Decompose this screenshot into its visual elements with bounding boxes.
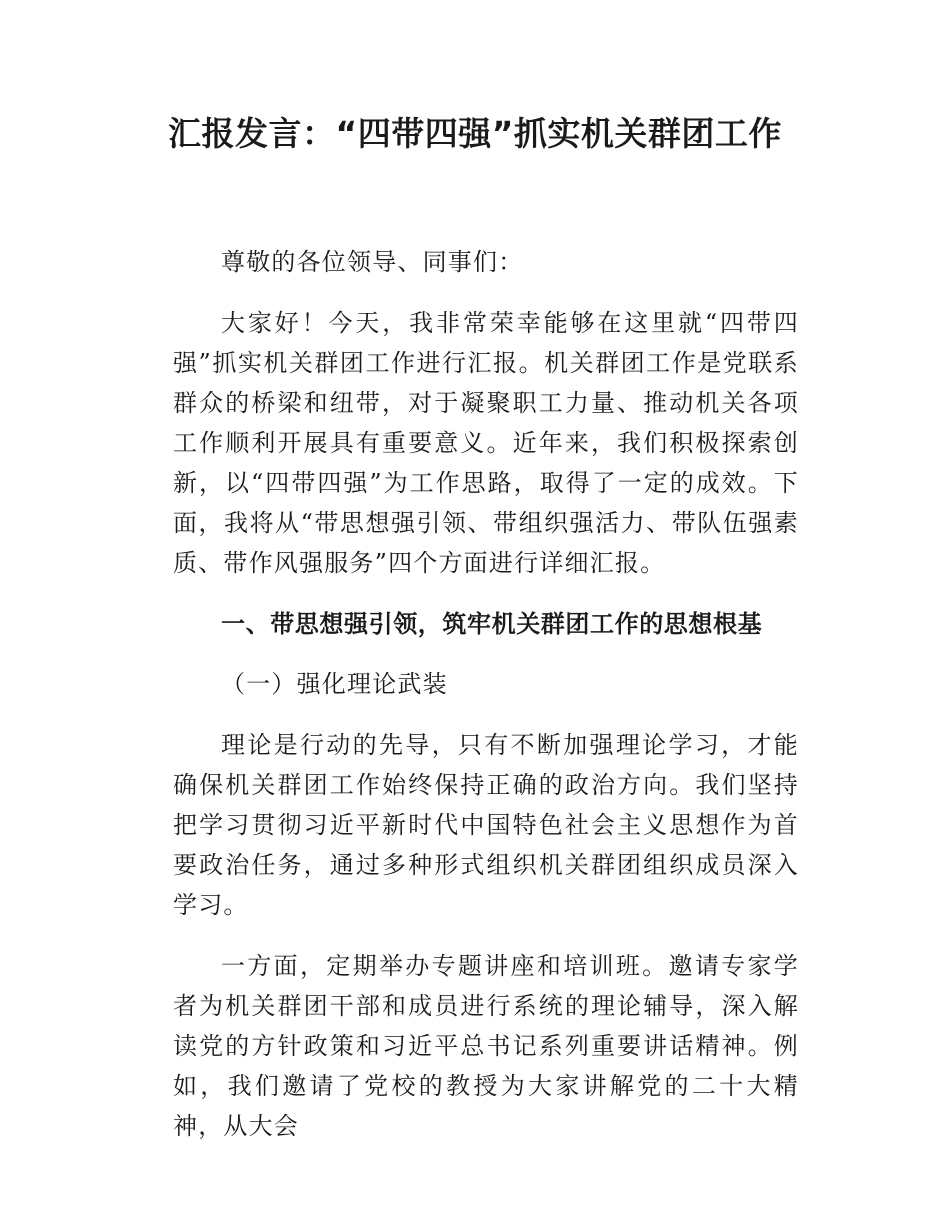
body-paragraph: 一方面，定期举办专题讲座和培训班。邀请专家学者为机关群团干部和成员进行系统的理论辅导，深入解读党的方针政策和习近平总书记系列重要讲话精神。例如，我们邀请了党校的教授为大家讲解党的二十大精神，从大会 [173,952,799,1140]
subsection-heading: （一）强化理论武装 [221,670,448,698]
document-body [173,242,799,1167]
body-paragraph: 理论是行动的先导，只有不断加强理论学习，才能确保机关群团工作始终保持正确的政治方向。我们坚持把学习贯彻习近平新时代中国特色社会主义思想作为首要政治任务，通过多种形式组织机关群团组织成员深入学习。 [173,731,799,919]
salutation: 尊敬的各位领导、同事们： [221,248,524,276]
section-heading: 一、带思想强引领，筑牢机关群团工作的思想根基 [221,610,763,638]
document-title: 汇报发言：“四带四强”抓实机关群团工作 [168,114,782,153]
intro-paragraph: 大家好！今天，我非常荣幸能够在这里就“四带四强”抓实机关群团工作进行汇报。机关群团工作是党联系群众的桥梁和纽带，对于凝聚职工力量、推动机关各项工作顺利开展具有重要意义。近年来，我们积极探索创新，以“四带四强”为工作思路，取得了一定的成效。下面，我将从“带思想强引领、带组织强活力、带队伍强素质、带作风强服务”四个方面进行详细汇报。 [173,309,799,577]
